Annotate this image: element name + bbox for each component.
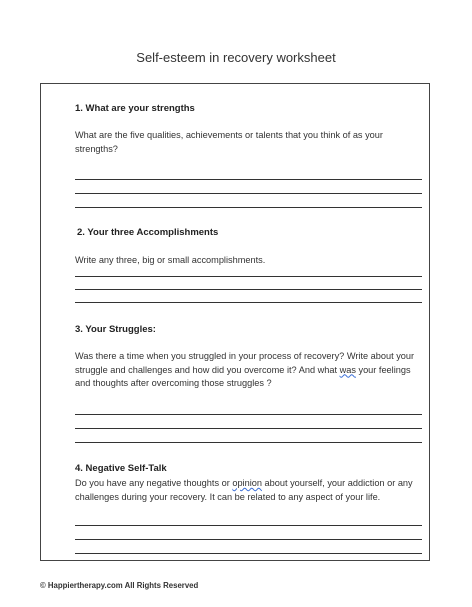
spellcheck-flagged-word: was — [339, 364, 356, 375]
answer-line[interactable] — [75, 539, 422, 540]
answer-line[interactable] — [75, 289, 422, 290]
section-4-prompt — [75, 477, 425, 504]
section-4-prompt-text: Do you have any negative thoughts or — [75, 478, 233, 488]
answer-line[interactable] — [75, 525, 422, 526]
worksheet-box — [40, 83, 430, 561]
answer-line[interactable] — [75, 207, 422, 208]
section-3-prompt-text: your feelings and thoughts after overcoming those struggles ? — [75, 364, 411, 388]
answer-line[interactable] — [75, 179, 422, 180]
answer-line[interactable] — [75, 193, 422, 194]
section-4-heading: 4. Negative Self-Talk — [75, 463, 167, 474]
section-2-prompt: Write any three, big or small accomplishments. — [75, 255, 266, 265]
section-1-prompt: What are the five qualities, achievements or talents that you think of as your strengths? — [75, 130, 383, 154]
answer-line[interactable] — [75, 276, 422, 277]
section-3-heading: 3. Your Struggles: — [75, 324, 156, 335]
section-3-prompt-text: Was there a time when you struggled in your process of recovery? Write about your struggle and challenges and how did you overcome it? And what — [75, 351, 415, 375]
section-1-heading: 1. What are your strengths — [75, 103, 195, 114]
section-3-prompt — [75, 350, 425, 391]
section-2-heading: 2. Your three Accomplishments — [77, 227, 219, 238]
copyright-footer: © Happiertherapy.com All Rights Reserved — [40, 581, 199, 590]
answer-line[interactable] — [75, 414, 422, 415]
section-4-prompt-text: about yourself, your addiction or any challenges during your recovery. It can be related to any aspect of your life. — [75, 478, 413, 502]
page-title: Self-esteem in recovery worksheet — [136, 50, 336, 65]
spellcheck-flagged-word: opinion — [232, 478, 262, 488]
answer-line[interactable] — [75, 428, 422, 429]
answer-line[interactable] — [75, 553, 422, 554]
answer-line[interactable] — [75, 442, 422, 443]
answer-line[interactable] — [75, 302, 422, 303]
